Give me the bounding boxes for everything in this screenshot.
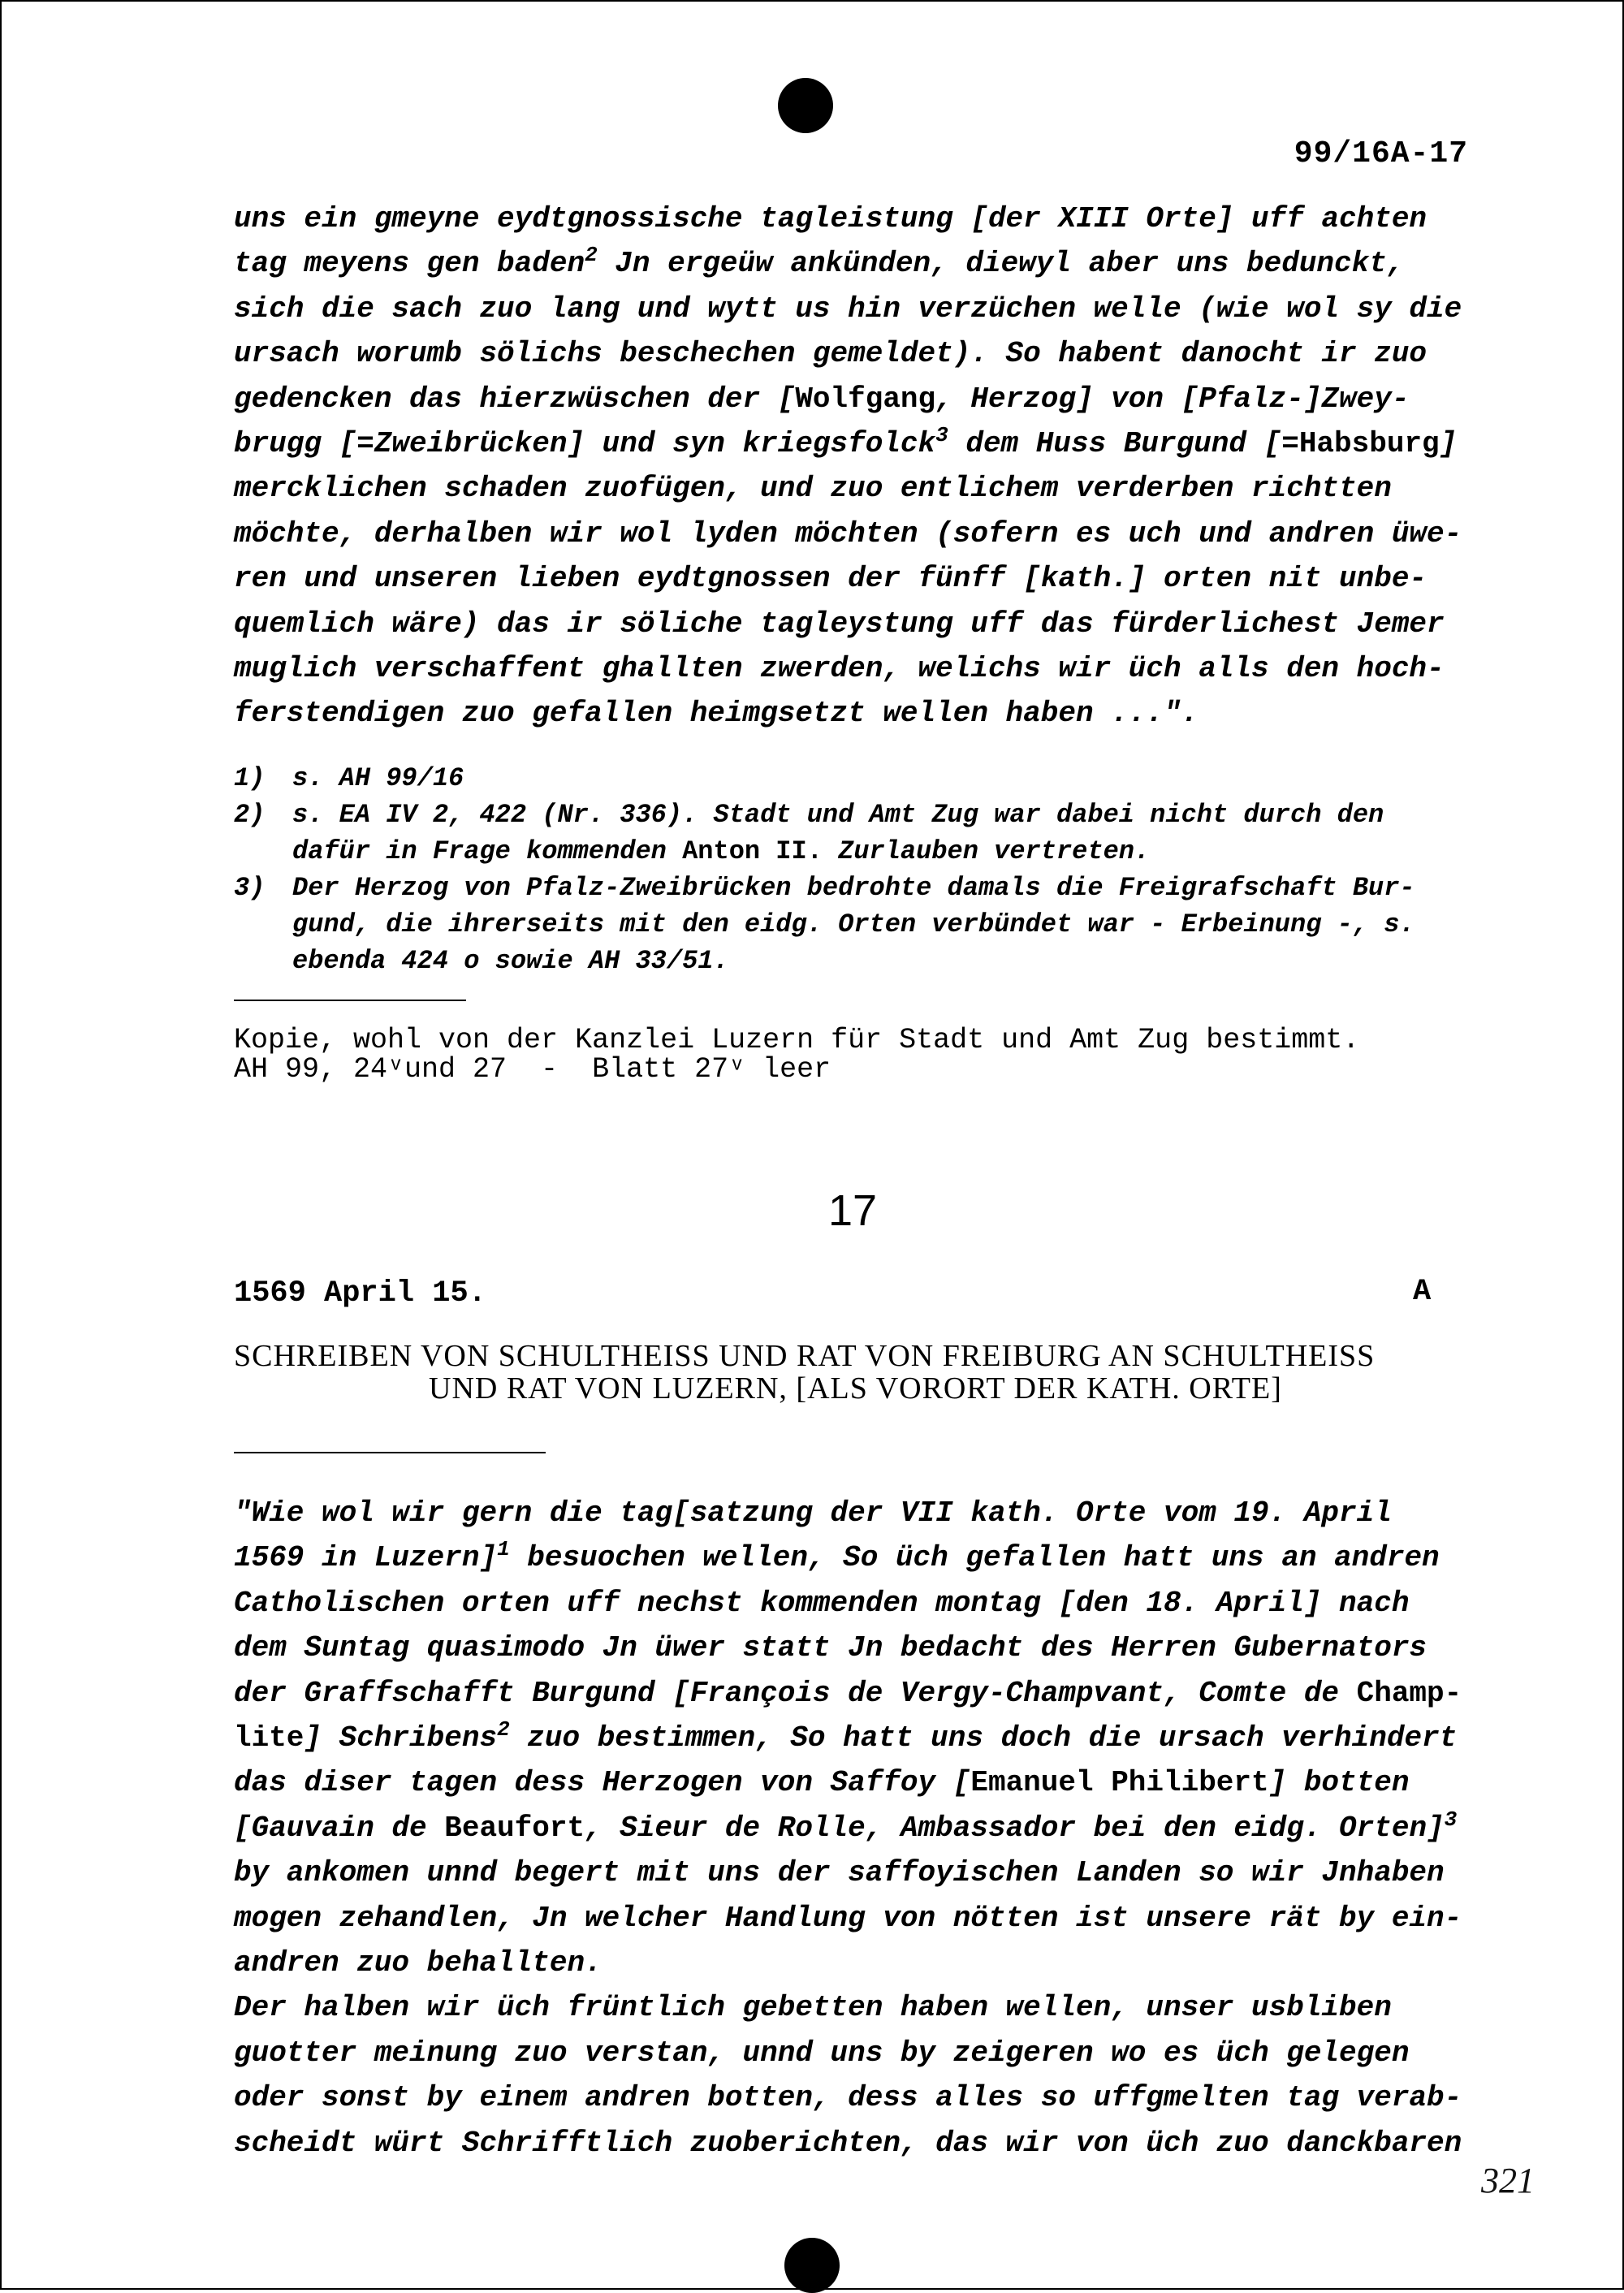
punch-hole-bottom — [784, 2238, 840, 2293]
excerpt-line: uns ein gmeyne eydtgnossische tagleistung [der XIII Orte] uff achten — [234, 202, 1427, 235]
letter-excerpt-text — [234, 196, 1484, 736]
excerpt-line: gedencken das hierzwüschen der [Wolfgang, Herzog] von [Pfalz-]Zwey- — [234, 382, 1410, 416]
letter-line: guotter meinung zuo verstan, unnd uns by zeigeren wo es üch gelegen — [234, 2036, 1410, 2070]
letter-line: dem Suntag quasimodo Jn üwer statt Jn bedacht des Herren Gubernators — [234, 1631, 1427, 1665]
excerpt-line: brugg [=Zweibrücken] und syn kriegsfolck$^3$ dem Huss Burgund [=Habsburg] — [234, 423, 1458, 461]
footnote-line: ebenda 424 o sowie AH 33/51. — [292, 946, 729, 976]
letter-line: Catholischen orten uff nechst kommenden montag [den 18. April] nach — [234, 1586, 1410, 1620]
source-note-line1: Kopie, wohl von der Kanzlei Luzern für Stadt und Amt Zug bestimmt. — [234, 1024, 1360, 1056]
excerpt-line: ursach worumb sölichs beschechen gemeldet). So habent danocht ir zuo — [234, 337, 1427, 371]
footnote-number: 1) — [234, 763, 266, 793]
footnote-number: 2) — [234, 800, 266, 830]
letter-text — [234, 1491, 1484, 2166]
heading-divider — [234, 1452, 546, 1453]
excerpt-line: ferstendigen zuo gefallen heimgsetzt wellen haben ...". — [234, 697, 1199, 731]
excerpt-line: ren und unseren lieben eydtgnossen der fünff [kath.] orten nit unbe- — [234, 562, 1427, 596]
footnote — [234, 797, 1484, 870]
heading-line-1: SCHREIBEN VON SCHULTHEISS UND RAT VON FREIBURG AN SCHULTHEISS — [234, 1339, 1376, 1373]
document-heading — [234, 1340, 1452, 1405]
document-reference: 99/16A-17 — [1294, 136, 1468, 171]
heading-line-2: UND RAT VON LUZERN, [ALS VORORT DER KATH. ORTE] — [429, 1371, 1282, 1406]
excerpt-line: sich die sach zuo lang und wytt us hin verzüchen welle (wie wol sy die — [234, 291, 1462, 326]
footnote-divider — [234, 1000, 466, 1001]
letter-line: mogen zehandlen, Jn welcher Handlung von nötten ist unsere rät by ein- — [234, 1901, 1462, 1935]
excerpt-line: tag meyens gen baden$^2$ Jn ergeüw ankünden, diewyl aber uns bedunckt, — [234, 243, 1405, 281]
letter-line: oder sonst by einem andren botten, dess alles so uffgmelten tag verab- — [234, 2081, 1462, 2115]
letter-line: andren zuo behallten. — [234, 1946, 603, 1980]
handwritten-page-number: 321 — [1481, 2161, 1535, 2200]
footnote-line: s. AH 99/16 — [292, 763, 464, 793]
letter-line: Der halben wir üch früntlich gebetten haben wellen, unser usbliben — [234, 1991, 1392, 2025]
letter-line: das diser tagen dess Herzogen von Saffoy [Emanuel Philibert] botten — [234, 1766, 1410, 1800]
source-note-line2: AH 99, 24ᵛund 27 - Blatt 27ᵛ leer — [234, 1053, 831, 1086]
excerpt-line: mercklichen schaden zuofügen, und zuo entlichem verderben richtten — [234, 472, 1392, 506]
letter-line: der Graffschafft Burgund [François de Vergy-Champvant, Comte de Champ- — [234, 1676, 1462, 1710]
letter-line: lite] Schribens$^2$ zuo bestimmen, So hatt uns doch die ursach verhindert — [234, 1717, 1458, 1755]
excerpt-line: möchte, derhalben wir wol lyden möchten (sofern es uch und andren üwe- — [234, 516, 1462, 551]
footnote-line: gund, die ihrerseits mit den eidg. Orten verbündet war - Erbeinung -, s. — [292, 909, 1415, 939]
excerpt-line: quemlich wäre) das ir söliche tagleystung uff das fürderlichest Jemer — [234, 607, 1445, 641]
footnote — [234, 760, 1484, 797]
footnote — [234, 870, 1484, 979]
footnotes — [234, 760, 1484, 979]
document-date: 1569 April 15. — [234, 1276, 486, 1311]
document-number: 17 — [827, 1186, 878, 1235]
punch-hole-top — [778, 78, 833, 133]
letter-line: "Wie wol wir gern die tag[satzung der VII kath. Orte vom 19. April — [234, 1496, 1392, 1530]
excerpt-line: muglich verschaffent ghallten zwerden, welichs wir üch alls den hoch- — [234, 652, 1445, 686]
footnote-number: 3) — [234, 873, 266, 903]
letter-line: [Gauvain de Beaufort, Sieur de Rolle, Ambassador bei den eidg. Orten]$^3$ — [234, 1807, 1458, 1845]
letter-line: 1569 in Luzern]$^1$ besuochen wellen, So üch gefallen hatt uns an andren — [234, 1537, 1440, 1575]
footnote-line: s. EA IV 2, 422 (Nr. 336). Stadt und Amt Zug war dabei nicht durch den — [292, 800, 1384, 830]
footnote-line: Der Herzog von Pfalz-Zweibrücken bedrohte damals die Freigrafschaft Bur- — [292, 873, 1415, 903]
document-mark: A — [1413, 1275, 1432, 1309]
letter-line: by ankomen unnd begert mit uns der saffoyischen Landen so wir Jnhaben — [234, 1856, 1445, 1890]
footnote-line: dafür in Frage kommenden Anton II. Zurlauben vertreten. — [292, 836, 1151, 866]
letter-line: scheidt würt Schrifftlich zuoberichten, das wir von üch zuo danckbaren — [234, 2126, 1462, 2160]
